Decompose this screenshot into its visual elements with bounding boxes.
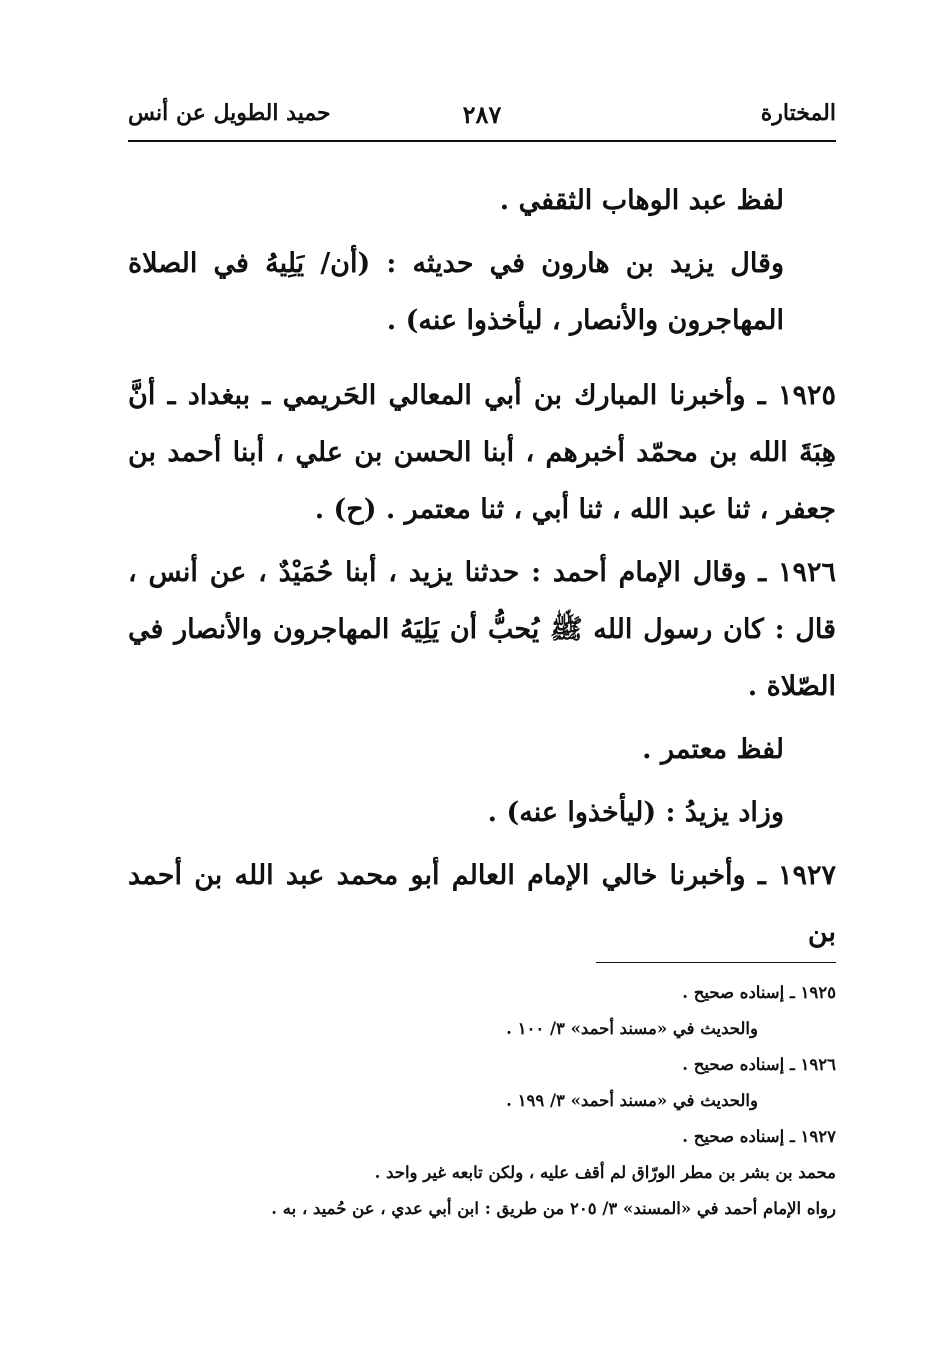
footnote-rule xyxy=(596,962,836,963)
footnote-1927-note: محمد بن بشر بن مطر الورّاق لم أقف عليه ، ولكن تابعه غير واحد . xyxy=(374,1163,836,1182)
section-title: حميد الطويل عن أنس xyxy=(128,100,331,126)
footnote-1926: ١٩٢٦ ـ إسناده صحيح . xyxy=(682,1055,836,1074)
hadith-1927: ١٩٢٧ ـ وأخبرنا خالي الإمام العالم أبو محمد عبد الله بن أحمد بن xyxy=(128,860,836,948)
paragraph-2: وقال يزيد بن هارون في حديثه : (أن/ يَلِيهُ في الصلاة المهاجرون والأنصار ، ليأخذوا عنه) . xyxy=(128,248,784,336)
footnote-1925-source: والحديث في «مسند أحمد» ٣/ ١٠٠ . xyxy=(506,1019,758,1038)
footnote-1925: ١٩٢٥ ـ إسناده صحيح . xyxy=(682,983,836,1002)
hadith-1925: ١٩٢٥ ـ وأخبرنا المبارك بن أبي المعالي الحَريمي ـ ببغداد ـ أنَّ هِبَةَ الله بن محمّد أخبرهم ، أبنا الحسن بن علي ، أبنا أحمد بن جعفر ، ثنا عبد الله ، ثنا أبي ، ثنا معتمر . (ح) . xyxy=(128,380,836,525)
book-title: المختارة xyxy=(760,100,836,126)
footnote-1927-source: رواه الإمام أحمد في «المسند» ٣/ ٢٠٥ من طريق : ابن أبي عدي ، عن حُميد ، به . xyxy=(271,1199,836,1218)
paragraph-1: لفظ عبد الوهاب الثقفي . xyxy=(499,185,784,216)
page-header xyxy=(128,100,836,140)
footnote-1926-source: والحديث في «مسند أحمد» ٣/ ١٩٩ . xyxy=(506,1091,758,1110)
hadith-1926: ١٩٢٦ ـ وقال الإمام أحمد : حدثنا يزيد ، أبنا حُمَيْدٌ ، عن أنس ، قال : كان رسول الله ﷺ يُحبُّ أن يَلِيَهُ المهاجرون والأنصار في الصّلاة . xyxy=(128,557,836,702)
paragraph-5: لفظ معتمر . xyxy=(642,734,784,765)
main-text xyxy=(128,172,836,961)
page-number: ٢٨٧ xyxy=(462,100,502,129)
header-rule xyxy=(128,140,836,142)
paragraph-6: وزاد يزيدُ : (ليأخذوا عنه) . xyxy=(487,797,784,828)
footnotes xyxy=(128,975,836,1227)
footnote-1927: ١٩٢٧ ـ إسناده صحيح . xyxy=(682,1127,836,1146)
